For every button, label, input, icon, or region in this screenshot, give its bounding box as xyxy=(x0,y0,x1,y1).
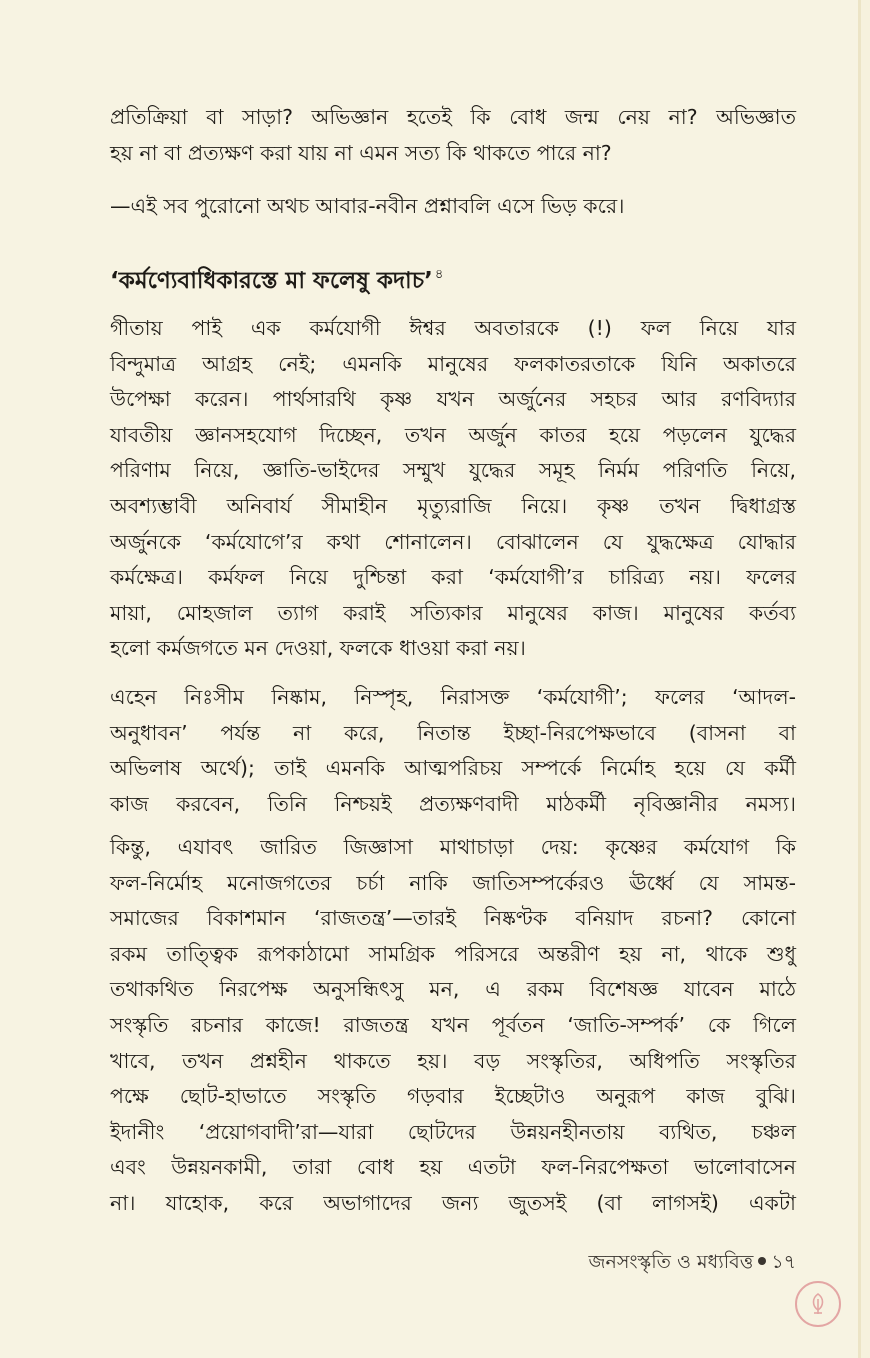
text-line: কিন্তু, এযাবৎ জারিত জিজ্ঞাসা মাথাচাড়া দেয়: কৃষ্ণের কর্মযোগ কি xyxy=(110,835,796,859)
text-line: পরিণাম নিয়ে, জ্ঞাতি-ভাইদের সম্মুখ যুদ্ধের সমূহ নির্মম পরিণতি নিয়ে, xyxy=(110,458,796,483)
text-line: তথাকথিত নিরপেক্ষ অনুসন্ধিৎসু মন, এ রকম বিশেষজ্ঞ যাবেন মাঠে xyxy=(110,977,796,1002)
text-line: গীতায় পাই এক কর্মযোগী ঈশ্বর অবতারকে (!) ফল নিয়ে যার xyxy=(110,316,796,340)
paragraph-gita xyxy=(110,311,796,667)
paragraph-karmayogi xyxy=(110,680,796,822)
text-line: প্রতিক্রিয়া বা সাড়া? অভিজ্ঞান হতেই কি বোধ জন্ম নেয় না? অভিজ্ঞাত xyxy=(110,105,796,129)
paragraph-rajtantra xyxy=(110,830,796,1222)
text-line: সংস্কৃতি রচনার কাজে! রাজতন্ত্র যখন পূর্বতন ‘জাতি-সম্পর্ক’ কে গিলে xyxy=(110,1012,796,1037)
text-line: কাজ করবেন, তিনি নিশ্চয়ই প্রত্যক্ষণবাদী মাঠকর্মী নৃবিজ্ঞানীর নমস্য। xyxy=(110,791,796,816)
text-line: হয় না বা প্রত্যক্ষণ করা যায় না এমন সত্য কি থাকতে পারে না? xyxy=(110,140,612,165)
text-line: এহেন নিঃসীম নিষ্কাম, নিস্পৃহ, নিরাসক্ত ‘কর্মযোগী’; ফলের ‘আদল- xyxy=(110,685,796,709)
running-footer xyxy=(588,1248,796,1280)
book-title: জনসংস্কৃতি ও মধ্যবিত্ত xyxy=(588,1251,754,1273)
text-line: উপেক্ষা করেন। পার্থসারথি কৃষ্ণ যখন অর্জুনের সহচর আর রণবিদ্যার xyxy=(110,387,796,412)
text-line: অনুধাবন’ পর্যন্ত না করে, নিতান্ত ইচ্ছা-নিরপেক্ষভাবে (বাসনা বা xyxy=(110,720,796,745)
paragraph-continuation xyxy=(110,100,796,171)
paragraph-questions xyxy=(110,189,796,225)
text-line: —এই সব পুরোনো অথচ আবার-নবীন প্রশ্নাবলি এসে ভিড় করে। xyxy=(110,194,625,218)
text-line: অভিলাষ অর্থে); তাই এমনকি আত্মপরিচয় সম্পর্কে নির্মোহ হয়ে যে কর্মী xyxy=(110,756,796,781)
text-line: মায়া, মোহজাল ত্যাগ করাই সত্যিকার মানুষের কাজ। মানুষের কর্তব্য xyxy=(110,600,796,625)
text-line: কর্মক্ষেত্র। কর্মফল নিয়ে দুশ্চিন্তা করা ‘কর্মযোগী’র চারিত্র্য নয়। ফলের xyxy=(110,565,796,590)
text-line: এবং উন্নয়নকামী, তারা বোধ হয় এতটা ফল-নিরপেক্ষতা ভালোবাসেন xyxy=(110,1155,796,1180)
text-line: অর্জুনকে ‘কর্মযোগে’র কথা শোনালেন। বোঝালেন যে যুদ্ধক্ষেত্র যোদ্ধার xyxy=(110,529,796,554)
section-heading-text: ‘কর্মণ্যেবাধিকারস্তে মা ফলেষু কদাচ’ xyxy=(110,268,433,294)
section-heading xyxy=(110,262,443,301)
page-number: ১৭ xyxy=(771,1251,796,1273)
text-line: রকম তাত্ত্বিক রূপকাঠামো সামগ্রিক পরিসরে অন্তরীণ হয় না, থাকে শুধু xyxy=(110,941,796,966)
text-line: অবশ্যম্ভাবী অনিবার্য সীমাহীন মৃত্যুরাজি নিয়ে। কৃষ্ণ তখন দ্বিধাগ্রস্ত xyxy=(110,493,796,518)
text-line: না। যাহোক, করে অভাগাদের জন্য জুতসই (বা লাগসই) একটা xyxy=(110,1190,796,1215)
library-seal-icon xyxy=(795,1281,841,1327)
text-line: খাবে, তখন প্রশ্নহীন থাকতে হয়। বড় সংস্কৃতির, অধিপতি সংস্কৃতির xyxy=(110,1048,796,1073)
text-line: পক্ষে ছোট-হাভাতে সংস্কৃতি গড়বার ইচ্ছেটাও অনুরূপ কাজ বুঝি। xyxy=(110,1084,796,1109)
text-line: হলো কর্মজগতে মন দেওয়া, ফলকে ধাওয়া করা নয়। xyxy=(110,636,526,661)
bullet-separator xyxy=(758,1257,766,1265)
text-line: ইদানীং ‘প্রয়োগবাদী’রা—যারা ছোটদের উন্নয়নহীনতায় ব্যথিত, চঞ্চল xyxy=(110,1119,796,1144)
footnote-marker: ৪ xyxy=(434,267,444,282)
text-line: যাবতীয় জ্ঞানসহযোগ দিচ্ছেন, তখন অর্জুন কাতর হয়ে পড়লেন যুদ্ধের xyxy=(110,422,796,447)
text-line: সমাজের বিকাশমান ‘রাজতন্ত্র’—তারই নিষ্কণ্টক বনিয়াদ রচনা? কোনো xyxy=(110,906,796,931)
text-line: ফল-নির্মোহ মনোজগতের চর্চা নাকি জাতিসম্পর্কেরও ঊর্ধ্বে যে সামন্ত- xyxy=(110,870,796,895)
text-line: বিন্দুমাত্র আগ্রহ নেই; এমনকি মানুষের ফলকাতরতাকে যিনি অকাতরে xyxy=(110,351,796,376)
